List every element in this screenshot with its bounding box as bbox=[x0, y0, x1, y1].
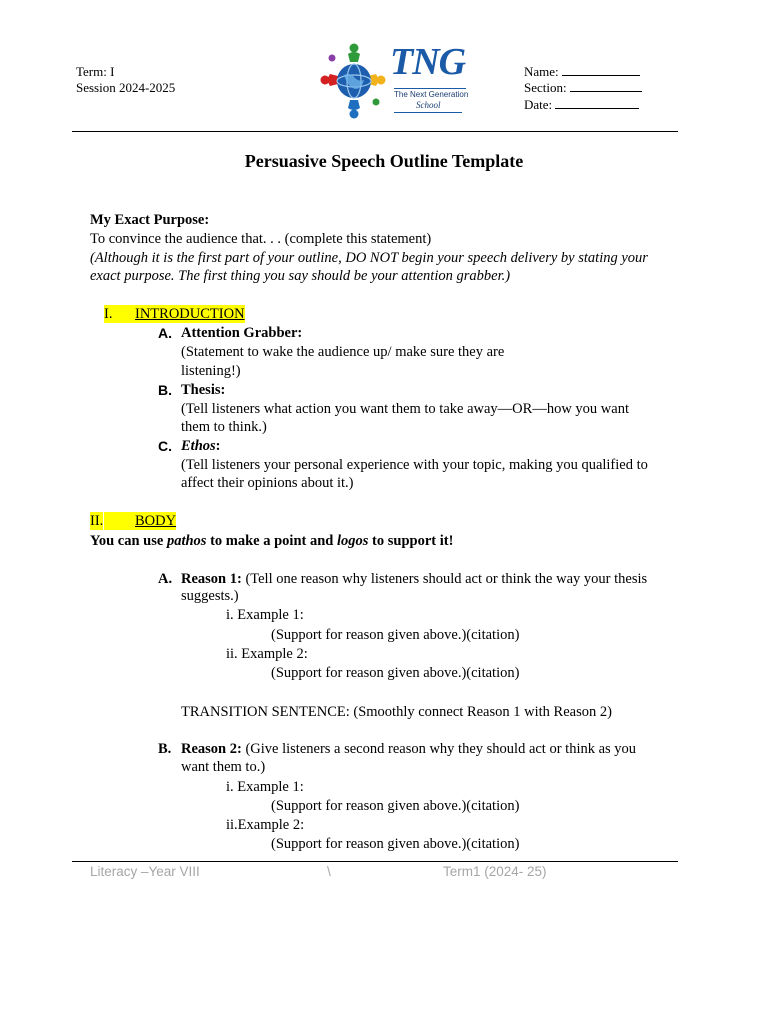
logo-subtitle: The Next Generation bbox=[394, 90, 469, 99]
body-b-example-2-support: (Support for reason given above.)(citation) bbox=[271, 836, 520, 852]
name-blank[interactable] bbox=[562, 64, 640, 76]
section-field[interactable] bbox=[524, 80, 642, 97]
body-a-text-2: suggests.) bbox=[181, 588, 239, 604]
header-rule bbox=[72, 131, 678, 132]
body-sub-part-3: to support it! bbox=[368, 533, 454, 549]
session-label: Session 2024-2025 bbox=[76, 80, 176, 95]
section-label: Section: bbox=[524, 80, 567, 95]
logo-rule-bottom bbox=[394, 112, 462, 113]
intro-b-text-1: (Tell listeners what action you want them to take away—OR—how you want bbox=[181, 401, 629, 417]
body-b-letter: B. bbox=[158, 741, 172, 757]
intro-c-text-1: (Tell listeners your personal experience with your topic, making you qualified to bbox=[181, 457, 648, 473]
body-b-title: Reason 2: bbox=[181, 741, 242, 757]
body-sub-part-1: You can use bbox=[90, 533, 167, 549]
body-b-example-1: i. Example 1: bbox=[226, 779, 304, 795]
body-sub-logos: logos bbox=[336, 533, 369, 549]
body-a-title: Reason 1: bbox=[181, 571, 242, 587]
footer-rule bbox=[72, 861, 678, 862]
footer-left: Literacy –Year VIII bbox=[90, 864, 200, 879]
body-a-line bbox=[181, 570, 647, 588]
body-subheading bbox=[90, 532, 453, 550]
body-a-example-2: ii. Example 2: bbox=[226, 646, 308, 662]
purpose-note-2: exact purpose. The first thing you say should be your attention grabber.) bbox=[90, 268, 511, 284]
body-a-text-1: (Tell one reason why listeners should act or think the way your thesis bbox=[241, 571, 648, 587]
school-logo bbox=[318, 42, 468, 122]
intro-b-letter: B. bbox=[158, 382, 172, 398]
body-a-letter: A. bbox=[158, 571, 173, 587]
intro-a-text-2: listening!) bbox=[181, 363, 241, 379]
date-blank[interactable] bbox=[555, 97, 639, 109]
name-field[interactable] bbox=[524, 64, 640, 81]
name-label: Name: bbox=[524, 64, 559, 79]
intro-b-title: Thesis: bbox=[181, 382, 226, 398]
intro-a-text-1: (Statement to wake the audience up/ make sure they are bbox=[181, 344, 505, 360]
intro-c-letter: C. bbox=[158, 438, 172, 454]
intro-b-text-2: them to think.) bbox=[181, 419, 267, 435]
logo-script: School bbox=[416, 100, 441, 110]
intro-a-letter: A. bbox=[158, 325, 172, 341]
body-b-example-1-support: (Support for reason given above.)(citation) bbox=[271, 798, 520, 814]
section-blank[interactable] bbox=[570, 80, 642, 92]
intro-numeral: I. bbox=[104, 306, 113, 322]
date-field[interactable] bbox=[524, 97, 639, 114]
transition-sentence: TRANSITION SENTENCE: (Smoothly connect Reason 1 with Reason 2) bbox=[181, 704, 612, 720]
date-label: Date: bbox=[524, 97, 553, 112]
purpose-line: To convince the audience that. . . (complete this statement) bbox=[90, 231, 432, 247]
body-sub-part-2: to make a point and bbox=[206, 533, 337, 549]
body-numeral: II. bbox=[90, 513, 104, 529]
body-b-text-1: (Give listeners a second reason why they should act or think as you bbox=[241, 741, 637, 757]
body-sub-pathos: pathos bbox=[166, 533, 207, 549]
intro-c-title: Ethos bbox=[181, 438, 216, 454]
purpose-note-1: (Although it is the first part of your outline, DO NOT begin your speech delivery by stating your bbox=[90, 250, 648, 266]
body-a-example-1: i. Example 1: bbox=[226, 607, 304, 623]
footer-middle: \ bbox=[327, 864, 331, 879]
logo-rule bbox=[394, 88, 466, 89]
purpose-heading: My Exact Purpose: bbox=[90, 212, 210, 228]
body-b-text-2: want them to.) bbox=[181, 759, 266, 775]
intro-a-title: Attention Grabber: bbox=[181, 325, 303, 341]
footer-right: Term1 (2024- 25) bbox=[443, 864, 547, 879]
intro-highlight-gap bbox=[112, 305, 135, 323]
page-title: Persuasive Speech Outline Template bbox=[244, 151, 524, 171]
body-heading: BODY bbox=[135, 513, 177, 529]
body-a-example-2-support: (Support for reason given above.)(citation) bbox=[271, 665, 520, 681]
logo-text: TNG bbox=[390, 41, 466, 83]
body-b-line bbox=[181, 740, 636, 758]
body-b-example-2: ii.Example 2: bbox=[226, 817, 305, 833]
intro-c-colon: : bbox=[215, 438, 221, 454]
intro-c-text-2: affect their opinions about it.) bbox=[181, 475, 354, 491]
body-a-example-1-support: (Support for reason given above.)(citation) bbox=[271, 627, 520, 643]
intro-c-title-wrap bbox=[181, 437, 221, 455]
term-label: Term: I bbox=[76, 64, 115, 79]
intro-heading: INTRODUCTION bbox=[135, 306, 245, 322]
body-highlight-gap bbox=[104, 512, 135, 530]
